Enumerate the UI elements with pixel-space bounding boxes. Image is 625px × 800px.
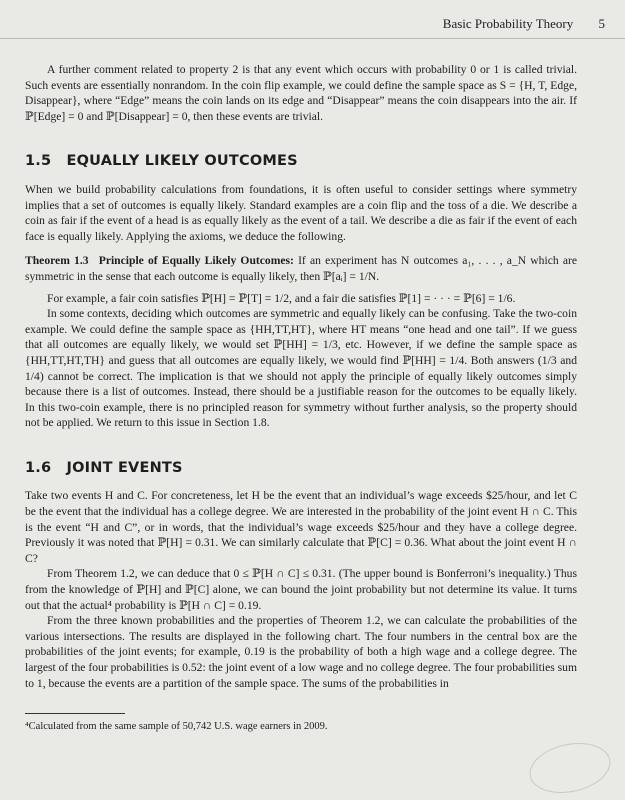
footnote: ⁴Calculated from the same sample of 50,742 U.S. wage earners in 2009. (25, 721, 328, 733)
section-1-6-paragraph-3: From the three known probabilities and the properties of Theorem 1.2, we can calculate the probabilities of the various intersections. The results are displayed in the following chart. The four numbers in the central box are the probabilities of the joint events; for example, 0.19 is the probability of both a high wage and a college degree. The largest of the four probabilities is 0.52: the joint event of a low wage and no college degree. The four probabilities sum to 1, because the events are a partition of the sample space. The sums of the probabilities in (25, 614, 577, 690)
section-number: 1.5 (25, 153, 52, 170)
header-rule (0, 38, 625, 39)
running-head-title: Basic Probability Theory (442, 16, 574, 31)
page-number: 5 (598, 16, 605, 31)
page-body (25, 62, 577, 733)
footnote-rule (25, 713, 125, 714)
watermark-stamp (525, 736, 615, 800)
section-1-5-paragraph-2: For example, a fair coin satisfies ℙ[H] = ℙ[T] = 1/2, and a fair die satisfies ℙ[1] = · · · = ℙ[6] = 1/6. (47, 291, 516, 305)
theorem-name: Principle of Equally Likely Outcomes: (98, 254, 294, 268)
section-1-6-paragraph-1: Take two events H and C. For concreteness, let H be the event that an individual’s wage exceeds $25/hour, and let C be the event that the individual has a college degree. We are interested in the probability of the joint event H ∩ C. This is the event “H and C”, or in words, that the individual’s wage exceeds $25/hour and they have a college degree. Previously it was noted that ℙ[H] = 0.31. We can similarly calculate that ℙ[C] = 0.36. What about the joint event H ∩ C? (25, 489, 577, 565)
section-heading-1-5 (25, 154, 577, 170)
intro-paragraph: A further comment related to property 2 is that any event which occurs with probability 0 or 1 is called trivial. Such events are essentially nonrandom. In the coin flip example, we could define the sample space as S = {H, T, Edge, Disappear}, where “Edge” means the coin lands on its edge and “Disappear” means the coin disappears into the air. If ℙ[Edge] = 0 and ℙ[Disappear] = 0, then these events are trivial. (25, 63, 577, 123)
section-1-5-paragraph-1: When we build probability calculations from foundations, it is often useful to consider settings where symmetry implies that a set of outcomes is equally likely. Standard examples are a coin flip and the toss of a die. We describe a coin as fair if the event of a head is as equally likely as the event of a tail. We describe a die as fair if the event of each face is equally likely. Applying the axioms, we deduce the following. (25, 182, 577, 243)
theorem-1-3 (25, 253, 577, 284)
theorem-text: If an experiment has N outcomes a₁, . . . , a_N which are symmetric in the sense that each outcome is equally likely, then ℙ[aᵢ] = 1/N. (25, 254, 577, 283)
section-1-5-paragraph-3: In some contexts, deciding which outcomes are symmetric and equally likely can be confusing. Take the two-coin example. We could define the sample space as {HH,TT,HT}, where HT means “one head and one tail”. If we guess that all outcomes are equally likely, we would set ℙ[HH] = 1/3, etc. However, if we define the sample space as {HH,TT,HT,TH} and guess that all outcomes are equally likely, we would find ℙ[HH] = 1/4. Both answers (1/3 and 1/4) cannot be correct. The implication is that we should not apply the principle of equally likely outcomes simply because there is a list of outcomes. Instead, there should be a justifiable reason for the outcomes to be equally likely. In this two-coin example, there is no principled reason for symmetry without further analysis, so the property should not be applied. We return to this issue in Section 1.8. (25, 307, 577, 430)
section-number: 1.6 (25, 459, 52, 476)
section-title: EQUALLY LIKELY OUTCOMES (66, 153, 298, 170)
running-head (443, 16, 605, 32)
section-title: JOINT EVENTS (66, 459, 183, 476)
section-1-6-paragraph-2: From Theorem 1.2, we can deduce that 0 ≤ ℙ[H ∩ C] ≤ 0.31. (The upper bound is Bonferroni’s inequality.) Thus from the knowledge of ℙ[H] and ℙ[C] alone, we can bound the joint probability but not determine its value. It turns out that the actual⁴ probability is ℙ[H ∩ C] = 0.19. (25, 567, 577, 612)
section-heading-1-6 (25, 461, 577, 477)
theorem-label: Theorem 1.3 (25, 254, 89, 268)
